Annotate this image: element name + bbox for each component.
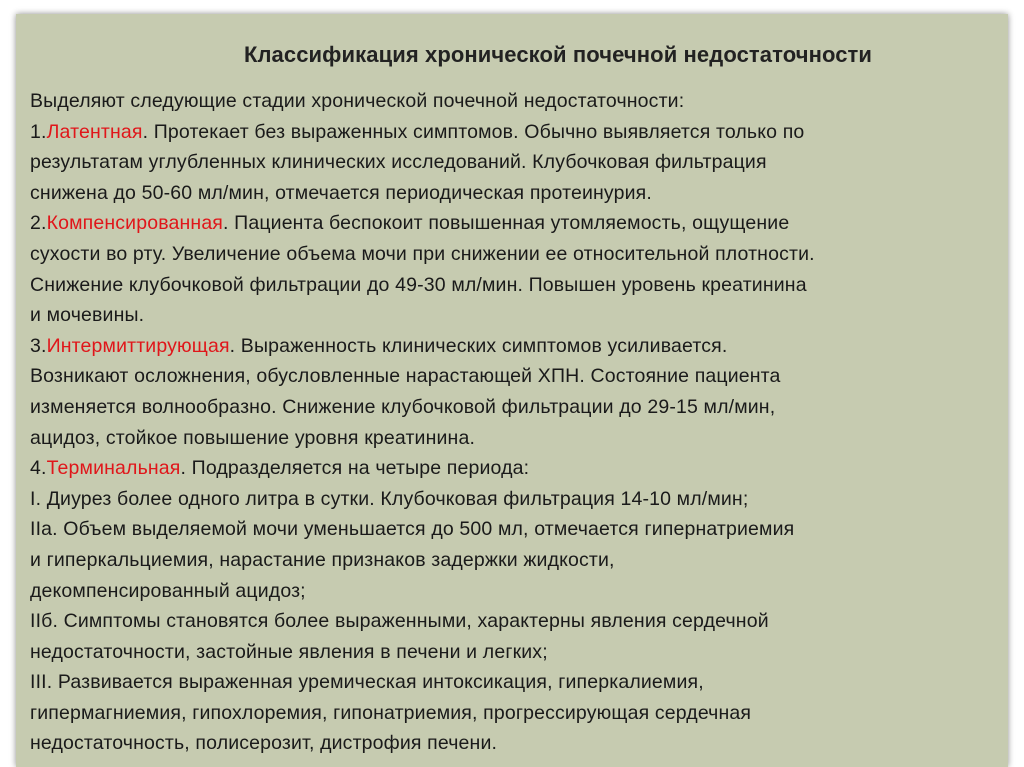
stage-3-line-4: ацидоз, стойкое повышение уровня креатинина. (30, 426, 476, 449)
period-3-line-1: III. Развивается выраженная уремическая интоксикация, гиперкалиемия, (30, 671, 704, 694)
stage-3-line-1 (30, 331, 1002, 362)
period-1-line: I. Диурез более одного литра в сутки. Клубочковая фильтрация 14-10 мл/мин; (30, 487, 749, 510)
stage-2-text: . Пациента беспокоит повышенная утомляемость, ощущение (223, 212, 790, 235)
stage-4-name: Терминальная (46, 457, 181, 480)
period-3-line-2: гипермагниемия, гипохлоремия, гипонатриемия, прогрессирующая сердечная (30, 701, 752, 724)
stage-3-name: Интермиттирующая (46, 334, 230, 357)
period-2b-line-2: недостаточности, застойные явления в печени и легких; (30, 640, 548, 663)
slide-body (30, 86, 1002, 759)
stage-3-line-2: Возникают осложнения, обусловленные нарастающей ХПН. Состояние пациента (30, 365, 781, 388)
stage-1-line-3: снижена до 50-60 мл/мин, отмечается периодическая протеинурия. (30, 181, 652, 204)
period-2b-line-1: IIб. Симптомы становятся более выраженными, характерны явления сердечной (30, 610, 769, 633)
stage-1-number: 1. (30, 120, 47, 143)
stage-1-text: . Протекает без выраженных симптомов. Обычно выявляется только по (142, 120, 805, 143)
intro-line: Выделяют следующие стадии хронической почечной недостаточности: (30, 90, 685, 112)
stage-1-name: Латентная (46, 120, 143, 143)
stage-2-line-2: сухости во рту. Увеличение объема мочи при снижении ее относительной плотности. (30, 242, 815, 265)
period-2a-line-3: декомпенсированный ацидоз; (30, 579, 306, 602)
stage-2-line-4: и мочевины. (30, 304, 145, 327)
stage-4-line-1 (30, 453, 1002, 484)
period-2a-line-2: и гиперкальциемия, нарастание признаков задержки жидкости, (30, 548, 615, 571)
stage-1-line-2: результатам углубленных клинических исследований. Клубочковая фильтрация (30, 151, 767, 174)
period-3-line-3: недостаточность, полисерозит, дистрофия печени. (30, 732, 498, 755)
stage-3-number: 3. (30, 334, 47, 357)
slide-title: Классификация хронической почечной недостаточности (243, 42, 873, 67)
stage-2-number: 2. (30, 212, 47, 235)
stage-2-line-1 (30, 208, 1002, 239)
stage-3-line-3: изменяется волнообразно. Снижение клубочковой фильтрации до 29-15 мл/мин, (30, 395, 776, 418)
stage-3-text: . Выраженность клинических симптомов усиливается. (229, 334, 728, 357)
stage-1-line-1 (30, 117, 1002, 148)
stage-2-line-3: Снижение клубочковой фильтрации до 49-30 мл/мин. Повышен уровень креатинина (30, 273, 807, 296)
period-2a-line-1: IIа. Объем выделяемой мочи уменьшается до 500 мл, отмечается гипернатриемия (30, 518, 795, 541)
stage-4-text: . Подразделяется на четыре периода: (180, 457, 530, 480)
stage-2-name: Компенсированная (46, 212, 224, 235)
stage-4-number: 4. (30, 457, 47, 480)
